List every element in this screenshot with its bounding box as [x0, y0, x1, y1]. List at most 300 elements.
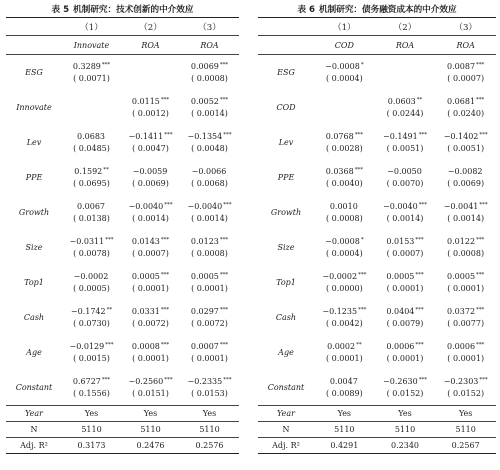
column-number: （3） — [454, 22, 477, 33]
table-caption — [6, 0, 239, 17]
coefficient-value: 0.0331 — [131, 307, 160, 316]
coefficient-value: −0.0129 — [69, 342, 105, 351]
coefficient-value: 0.0683 — [77, 132, 105, 141]
coefficient-cell — [435, 201, 496, 224]
footer-value: 5110 — [199, 425, 220, 434]
table-row — [258, 55, 496, 90]
coefficient-value: −0.1402 — [443, 132, 479, 141]
coefficient-cell — [435, 96, 496, 119]
significance-stars: *** — [476, 62, 485, 68]
significance-stars: *** — [476, 97, 485, 103]
coefficient-line — [121, 96, 180, 108]
standard-error: ( 0.0072) — [132, 318, 169, 328]
coefficient-cell — [314, 271, 375, 294]
table-row — [258, 195, 496, 230]
coefficient-cell — [375, 376, 436, 399]
coefficient-cell — [375, 306, 436, 329]
significance-stars: *** — [476, 307, 485, 313]
footer-label: Year — [25, 409, 43, 418]
standard-error: ( 0.0001) — [447, 353, 485, 363]
significance-stars: *** — [105, 237, 114, 243]
significance-stars: *** — [219, 272, 229, 278]
coefficient-cell — [375, 236, 436, 259]
coefficient-value: −0.0002 — [322, 272, 358, 281]
coefficient-value: 0.0052 — [190, 97, 219, 106]
standard-error: ( 0.0051) — [386, 143, 424, 153]
column-number: （2） — [393, 22, 417, 33]
table-row — [258, 370, 496, 405]
coefficient-cell — [314, 166, 375, 189]
standard-error: ( 0.0007) — [132, 248, 169, 258]
table-row — [6, 335, 239, 370]
row-label: Cash — [275, 313, 297, 322]
coefficient-line — [314, 131, 375, 143]
standard-error: ( 0.0014) — [447, 213, 485, 223]
footer-row — [6, 422, 239, 437]
row-label: Lev — [278, 138, 294, 147]
coefficient-line — [121, 271, 180, 283]
standard-error: ( 0.0014) — [386, 213, 424, 223]
row-label: Size — [277, 243, 295, 252]
standard-error: ( 0.0008) — [325, 213, 363, 223]
footer-value: 5110 — [81, 425, 102, 434]
dependent-variable: ROA — [141, 40, 160, 50]
coefficient-cell — [121, 67, 180, 79]
footer-label: N — [282, 425, 290, 434]
footer-value: Yes — [458, 409, 473, 418]
coefficient-value: −0.2630 — [383, 377, 418, 386]
coefficient-value: 0.0368 — [325, 167, 354, 176]
coefficient-cell — [314, 61, 375, 84]
significance-stars: ** — [416, 97, 423, 103]
significance-stars: *** — [476, 237, 485, 243]
coefficient-line — [435, 341, 496, 353]
coefficient-value: 0.1592 — [74, 167, 103, 176]
coefficient-line — [435, 271, 496, 283]
significance-stars: *** — [160, 307, 170, 313]
coefficient-line — [121, 131, 180, 143]
coefficient-value: −0.0040 — [383, 202, 418, 211]
coefficient-value: 0.0372 — [447, 307, 476, 316]
standard-error: ( 0.0695) — [73, 178, 110, 188]
coefficient-cell — [62, 102, 121, 114]
coefficient-value: 0.0067 — [77, 202, 105, 211]
footer-value: 0.2576 — [195, 441, 224, 450]
standard-error: ( 0.0005) — [73, 283, 110, 293]
standard-error: ( 0.0008) — [191, 73, 228, 83]
coefficient-value: 0.0297 — [190, 307, 219, 316]
significance-stars: *** — [101, 377, 111, 383]
significance-stars: *** — [164, 377, 173, 383]
significance-stars: ** — [356, 342, 362, 348]
coefficient-cell — [375, 131, 436, 154]
footer-value: 0.2476 — [136, 441, 165, 450]
significance-stars: *** — [358, 307, 367, 313]
standard-error: ( 0.0015) — [73, 353, 110, 363]
coefficient-value: −0.2560 — [128, 377, 164, 386]
coefficient-value: −0.0311 — [69, 237, 105, 246]
row-label: Growth — [18, 208, 50, 217]
significance-stars: *** — [219, 342, 229, 348]
coefficient-line — [314, 61, 375, 73]
coefficient-cell — [375, 201, 436, 224]
coefficient-cell — [121, 236, 180, 259]
table-row — [258, 125, 496, 160]
coefficient-value: 0.0123 — [190, 237, 219, 246]
significance-stars: *** — [354, 132, 363, 138]
coefficient-line — [121, 201, 180, 213]
coefficient-line — [435, 236, 496, 248]
coefficient-cell — [121, 166, 180, 189]
coefficient-line — [180, 306, 239, 318]
table-row — [6, 90, 239, 125]
standard-error: ( 0.0004) — [325, 73, 363, 83]
coefficient-line — [314, 166, 375, 178]
coefficient-value: 0.0005 — [447, 272, 476, 281]
coefficient-cell — [314, 236, 375, 259]
standard-error: ( 0.0001) — [132, 283, 169, 293]
coefficient-cell — [121, 271, 180, 294]
coefficient-cell — [435, 61, 496, 84]
coefficient-line — [62, 376, 121, 388]
standard-error: ( 0.0040) — [325, 178, 363, 188]
column-number: （1） — [333, 22, 356, 33]
coefficient-cell — [62, 61, 121, 84]
standard-error: ( 0.0089) — [325, 388, 363, 398]
coefficient-cell — [375, 271, 436, 294]
table-title: 机制研究：债务融资成本的中介效应 — [319, 4, 457, 15]
standard-error: ( 0.0240) — [447, 108, 485, 118]
row-label: Innovate — [16, 103, 52, 112]
significance-stars: *** — [415, 307, 424, 313]
table-row — [6, 195, 239, 230]
standard-error: ( 0.0007) — [386, 248, 424, 258]
coefficient-value: −0.2335 — [187, 377, 223, 386]
coefficient-value: −0.0066 — [191, 167, 227, 176]
coefficient-line — [121, 67, 180, 79]
coefficient-cell — [435, 236, 496, 259]
significance-stars: *** — [418, 132, 427, 138]
column-number: （3） — [198, 22, 221, 33]
standard-error: ( 0.1556) — [73, 388, 110, 398]
coefficient-cell — [121, 376, 180, 399]
significance-stars: *** — [223, 377, 232, 383]
coefficient-line — [121, 341, 180, 353]
significance-stars: *** — [354, 167, 363, 173]
row-label: Age — [26, 348, 42, 357]
coefficient-line — [62, 271, 121, 283]
coefficient-cell — [375, 166, 436, 189]
coefficient-cell — [314, 131, 375, 154]
coefficient-line — [375, 131, 436, 143]
coefficient-line — [375, 271, 436, 283]
row-label: Constant — [267, 383, 305, 392]
significance-stars: *** — [479, 202, 488, 208]
standard-error: ( 0.0730) — [73, 318, 110, 328]
coefficient-cell — [180, 271, 239, 294]
coefficient-line — [62, 102, 121, 114]
significance-stars: *** — [160, 237, 170, 243]
standard-error: ( 0.0001) — [386, 353, 424, 363]
coefficient-cell — [435, 341, 496, 364]
significance-stars: *** — [476, 272, 485, 278]
coefficient-value: −0.0059 — [132, 167, 168, 176]
coefficient-value: 0.0122 — [447, 237, 476, 246]
coefficient-line — [180, 166, 239, 178]
coefficient-line — [62, 166, 121, 178]
coefficient-line — [435, 306, 496, 318]
standard-error: ( 0.0028) — [325, 143, 363, 153]
significance-stars: *** — [164, 132, 173, 138]
coefficient-cell — [121, 341, 180, 364]
table-row — [258, 335, 496, 370]
table-caption — [258, 0, 496, 17]
dependent-variable-row — [6, 36, 239, 54]
coefficient-cell — [62, 306, 121, 329]
row-label: Constant — [15, 383, 53, 392]
significance-stars: *** — [160, 342, 170, 348]
coefficient-value: 0.3289 — [72, 62, 101, 71]
standard-error: ( 0.0153) — [191, 388, 228, 398]
coefficient-cell — [121, 96, 180, 119]
footer-value: 0.2340 — [391, 441, 419, 450]
significance-stars: *** — [105, 342, 114, 348]
coefficient-line — [62, 61, 121, 73]
row-label: Top1 — [24, 278, 44, 287]
coefficient-value: −0.1354 — [187, 132, 223, 141]
dependent-variable: ROA — [456, 40, 475, 50]
coefficient-value: 0.0007 — [190, 342, 219, 351]
footer-value: Yes — [84, 409, 99, 418]
standard-error: ( 0.0485) — [73, 143, 110, 153]
table-row — [6, 265, 239, 300]
coefficient-value: 0.0603 — [387, 97, 416, 106]
significance-stars: *** — [358, 272, 367, 278]
coefficient-value: 0.0010 — [329, 202, 358, 211]
coefficient-line — [180, 96, 239, 108]
table-row — [258, 300, 496, 335]
row-label: PPE — [277, 173, 295, 182]
coefficient-value: 0.0005 — [131, 272, 160, 281]
standard-error: ( 0.0051) — [447, 143, 485, 153]
table-row — [6, 55, 239, 90]
standard-error: ( 0.0014) — [191, 108, 228, 118]
footer-row — [258, 422, 496, 437]
footer-value: 5110 — [394, 425, 416, 434]
standard-error: ( 0.0152) — [447, 388, 485, 398]
standard-error: ( 0.0001) — [447, 283, 485, 293]
coefficient-cell — [314, 376, 375, 399]
significance-stars: * — [360, 62, 364, 68]
standard-error: ( 0.0008) — [191, 248, 228, 258]
coefficient-cell — [62, 341, 121, 364]
standard-error: ( 0.0000) — [325, 283, 363, 293]
coefficient-value: −0.0050 — [387, 167, 422, 176]
significance-stars: *** — [479, 132, 488, 138]
coefficient-cell — [62, 131, 121, 154]
coefficient-line — [314, 236, 375, 248]
coefficient-line — [180, 201, 239, 213]
significance-stars: *** — [164, 202, 173, 208]
coefficient-line — [435, 201, 496, 213]
coefficient-value: −0.1235 — [322, 307, 358, 316]
standard-error: ( 0.0012) — [132, 108, 169, 118]
standard-error: ( 0.0001) — [386, 283, 424, 293]
standard-error: ( 0.0070) — [386, 178, 424, 188]
row-label: ESG — [277, 68, 295, 77]
coefficient-line — [62, 306, 121, 318]
table-row — [6, 160, 239, 195]
significance-stars: *** — [479, 377, 488, 383]
coefficient-cell — [314, 102, 375, 114]
row-label: Cash — [23, 313, 45, 322]
coefficient-cell — [435, 306, 496, 329]
standard-error: ( 0.0007) — [447, 73, 485, 83]
coefficient-cell — [180, 306, 239, 329]
bottom-rule — [6, 453, 239, 454]
standard-error: ( 0.0001) — [191, 353, 228, 363]
significance-stars: ** — [106, 307, 113, 313]
significance-stars: *** — [223, 132, 232, 138]
coefficient-line — [180, 131, 239, 143]
coefficient-line — [314, 341, 375, 353]
coefficient-line — [62, 341, 121, 353]
row-label: ESG — [25, 68, 43, 77]
table-row — [6, 300, 239, 335]
row-label: Lev — [26, 138, 42, 147]
coefficient-cell — [180, 201, 239, 224]
row-label: Growth — [270, 208, 302, 217]
coefficient-value: −0.0008 — [325, 237, 360, 246]
table-number: 表 6 — [297, 4, 316, 15]
footer-row — [258, 406, 496, 421]
footer-label: N — [30, 425, 38, 434]
footer-value: Yes — [202, 409, 217, 418]
coefficient-line — [375, 236, 436, 248]
significance-stars: * — [360, 237, 364, 243]
table-row — [258, 265, 496, 300]
column-number: （1） — [80, 22, 103, 33]
coefficient-value: −0.1491 — [383, 132, 418, 141]
coefficient-cell — [375, 341, 436, 364]
coefficient-value: −0.2303 — [443, 377, 479, 386]
footer-row — [6, 406, 239, 421]
coefficient-value: 0.0006 — [447, 342, 476, 351]
column-number-row — [258, 18, 496, 35]
coefficient-value: −0.0082 — [447, 167, 483, 176]
standard-error: ( 0.0042) — [325, 318, 363, 328]
coefficient-cell — [62, 271, 121, 294]
significance-stars: *** — [223, 202, 232, 208]
significance-stars: *** — [160, 272, 170, 278]
standard-error: ( 0.0071) — [73, 73, 110, 83]
standard-error: ( 0.0001) — [191, 283, 228, 293]
coefficient-line — [314, 376, 375, 388]
coefficient-line — [435, 166, 496, 178]
table-6 — [258, 0, 496, 454]
coefficient-line — [180, 341, 239, 353]
coefficient-cell — [180, 131, 239, 154]
significance-stars: *** — [219, 97, 229, 103]
row-label: Size — [25, 243, 43, 252]
standard-error: ( 0.0069) — [132, 178, 169, 188]
coefficient-cell — [180, 61, 239, 84]
coefficient-line — [375, 201, 436, 213]
coefficient-cell — [62, 201, 121, 224]
coefficient-line — [375, 306, 436, 318]
footer-value: Yes — [398, 409, 412, 418]
standard-error: ( 0.0069) — [447, 178, 485, 188]
standard-error: ( 0.0014) — [132, 213, 169, 223]
coefficient-value: 0.0008 — [131, 342, 160, 351]
coefficient-line — [62, 201, 121, 213]
standard-error: ( 0.0014) — [191, 213, 228, 223]
standard-error: ( 0.0078) — [73, 248, 110, 258]
standard-error: ( 0.0079) — [386, 318, 424, 328]
coefficient-line — [435, 96, 496, 108]
coefficient-value: 0.0681 — [447, 97, 476, 106]
standard-error: ( 0.0138) — [73, 213, 110, 223]
standard-error: ( 0.0047) — [132, 143, 169, 153]
coefficient-cell — [314, 341, 375, 364]
footer-value: 0.2567 — [451, 441, 480, 450]
coefficient-value: 0.0087 — [447, 62, 476, 71]
table-number: 表 5 — [51, 4, 70, 15]
coefficient-cell — [180, 166, 239, 189]
coefficient-value: −0.0002 — [73, 272, 109, 281]
coefficient-value: 0.6727 — [72, 377, 101, 386]
footer-row — [258, 438, 496, 453]
coefficient-cell — [62, 166, 121, 189]
footer-value: 0.4291 — [330, 441, 359, 450]
coefficient-line — [375, 96, 436, 108]
significance-stars: *** — [101, 62, 111, 68]
significance-stars: *** — [476, 342, 485, 348]
coefficient-value: 0.0143 — [131, 237, 160, 246]
row-label: Top1 — [276, 278, 296, 287]
standard-error: ( 0.0244) — [386, 108, 424, 118]
footer-label: Adj. R² — [20, 441, 48, 450]
coefficient-line — [435, 131, 496, 143]
coefficient-cell — [62, 376, 121, 399]
row-label: COD — [276, 103, 296, 112]
coefficient-cell — [435, 131, 496, 154]
coefficient-line — [180, 271, 239, 283]
coefficient-line — [62, 236, 121, 248]
row-label: PPE — [25, 173, 43, 182]
coefficient-line — [121, 236, 180, 248]
column-number-row — [6, 18, 239, 35]
standard-error: ( 0.0152) — [386, 388, 424, 398]
coefficient-line — [121, 306, 180, 318]
coefficient-line — [435, 376, 496, 388]
coefficient-value: −0.0008 — [325, 62, 360, 71]
coefficient-value: −0.0041 — [443, 202, 479, 211]
coefficient-value: 0.0006 — [386, 342, 415, 351]
coefficient-line — [314, 306, 375, 318]
standard-error: ( 0.0001) — [325, 353, 363, 363]
standard-error: ( 0.0068) — [191, 178, 228, 188]
significance-stars: *** — [418, 377, 427, 383]
row-label: Age — [278, 348, 294, 357]
coefficient-cell — [435, 376, 496, 399]
footer-label: Adj. R² — [272, 441, 300, 450]
coefficient-value: 0.0005 — [386, 272, 415, 281]
coefficient-cell — [314, 201, 375, 224]
coefficient-line — [180, 236, 239, 248]
table-row — [258, 90, 496, 125]
footer-value: Yes — [143, 409, 158, 418]
